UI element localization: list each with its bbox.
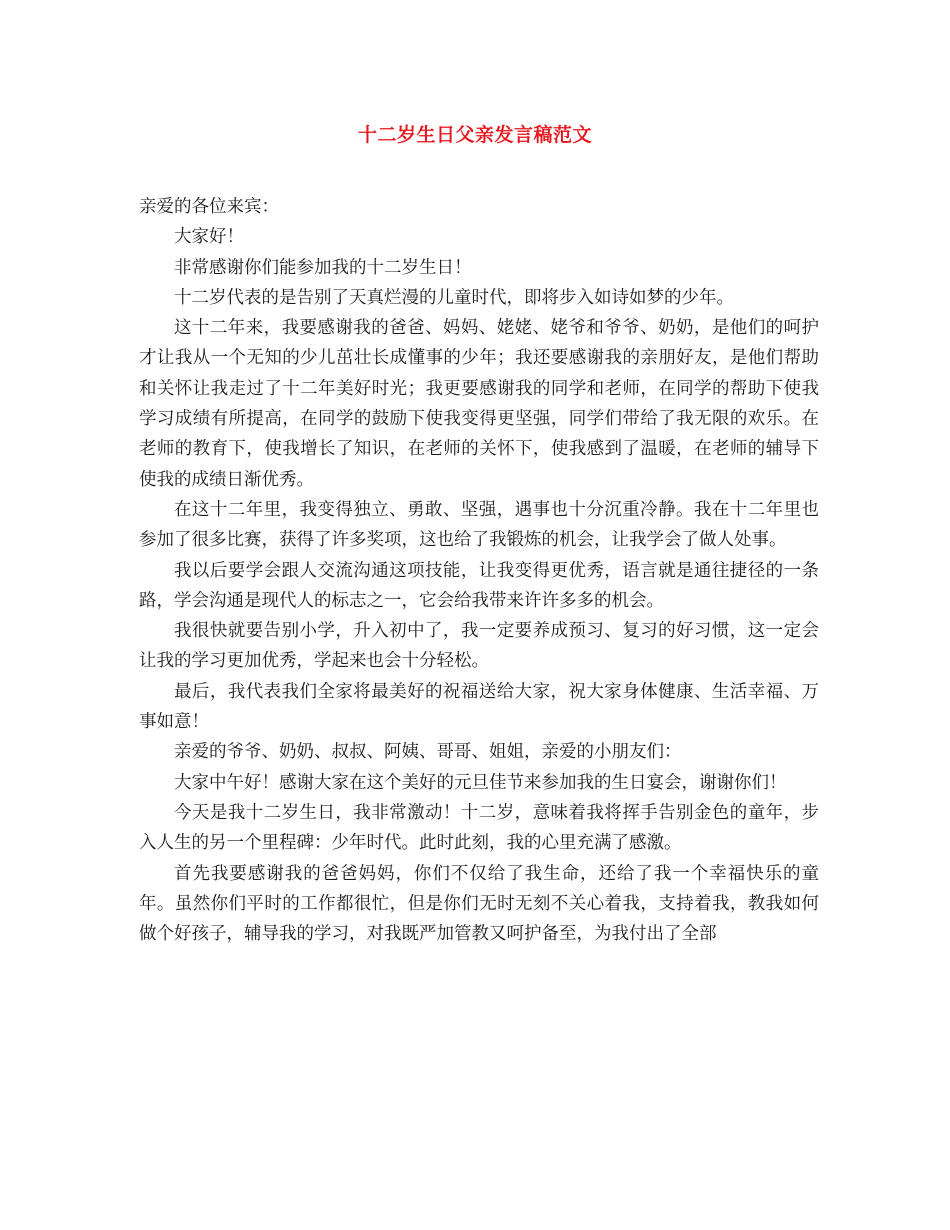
- paragraph-age-meaning: 十二岁代表的是告别了天真烂漫的儿童时代，即将步入如诗如梦的少年。: [174, 287, 734, 308]
- paragraph-growth: 在这十二年里，我变得独立、勇敢、坚强，遇事也十分沉重冷静。我在十二年里也参加了很多比赛，获得了许多奖项，这也给了我锻炼的机会，让我学会了做人处事。: [139, 499, 819, 551]
- paragraph-second-salutation: 亲爱的爷爷、奶奶、叔叔、阿姨、哥哥、姐姐，亲爱的小朋友们：: [174, 742, 682, 763]
- document-body: [139, 192, 819, 949]
- paragraph-thanks: 非常感谢你们能参加我的十二岁生日！: [174, 257, 472, 278]
- paragraph-gratitude: 这十二年来，我要感谢我的爸爸、妈妈、姥姥、姥爷和爷爷、奶奶，是他们的呵护才让我从一个无知的少儿茁壮长成懂事的少年；我还要感谢我的亲朋好友，是他们帮助和关怀让我走过了十二年美好时光；我更要感谢我的同学和老师，在同学的帮助下使我学习成绩有所提高，在同学的鼓励下使我变得更坚强，同学们带给了我无限的欢乐。在老师的教育下，使我增长了知识，在老师的关怀下，使我感到了温暖，在老师的辅导下使我的成绩日渐优秀。: [139, 318, 819, 490]
- paragraph-communication: 我以后要学会跟人交流沟通这项技能，让我变得更优秀，语言就是通往捷径的一条路，学会沟通是现代人的标志之一，它会给我带来许许多多的机会。: [139, 560, 819, 611]
- document-title: 十二岁生日父亲发言稿范文: [357, 124, 592, 146]
- paragraph-birthday: 今天是我十二岁生日，我非常激动！十二岁，意味着我将挥手告别金色的童年，步入人生的另一个里程碑：少年时代。此时此刻，我的心里充满了感激。: [139, 802, 819, 854]
- paragraph-middle-school: 我很快就要告别小学，升入初中了，我一定要养成预习、复习的好习惯，这一定会让我的学习更加优秀，学起来也会十分轻松。: [139, 621, 819, 672]
- paragraph-parents: 首先我要感谢我的爸爸妈妈，你们不仅给了我生命，还给了我一个幸福快乐的童年。虽然你们平时的工作都很忙，但是你们无时无刻不关心着我，支持着我，教我如何做个好孩子，辅导我的学习，对我既严加管教又呵护备至，为我付出了全部: [139, 863, 819, 945]
- paragraph-blessing: 最后，我代表我们全家将最美好的祝福送给大家，祝大家身体健康、生活幸福、万事如意！: [139, 681, 819, 733]
- paragraph-greeting: 大家好！: [174, 227, 244, 248]
- salutation: 亲爱的各位来宾：: [139, 197, 279, 217]
- paragraph-noon-greeting: 大家中午好！感谢大家在这个美好的元旦佳节来参加我的生日宴会，谢谢你们！: [174, 772, 787, 793]
